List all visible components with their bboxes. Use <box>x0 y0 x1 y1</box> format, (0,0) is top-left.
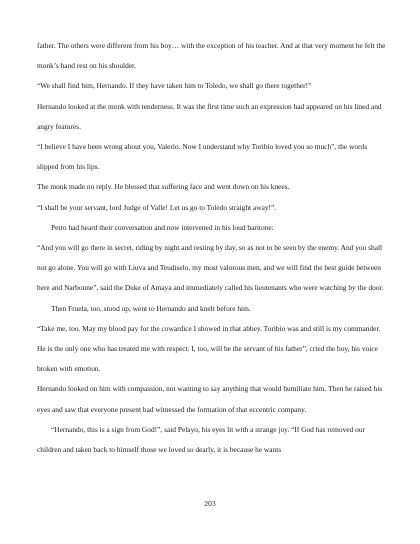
paragraph: “And you will go there in secret, riding by night and resting by day, so as not to be seen by the enemy. And you shall not go alone. You will go with Liuva and Teudiselo, my most valorous men, and we will find the best guide between here and Narbonne”, said the Duke of Amaya and immediately called his lieutenants who were watching by the door. <box>37 243 384 293</box>
page-number: 203 <box>204 499 216 508</box>
paragraph: “Take me, too. May my blood pay for the cowardice I showed in that abbey. Toribio was and still is my commander. He is the only one who has treated me with respect. I, too, will be the servant of his father”, cried the boy, his voice broken with emotion. <box>37 323 381 374</box>
paragraph: Petro had heard their conversation and now intervened in his loud baritone: <box>51 222 274 232</box>
paragraph: “Hernando, this is a sign from God!”, said Pelayo, his eyes lit with a strange joy. “If God has removed our children and taken back to himself those we loved so dearly, it is because he wants <box>37 424 365 455</box>
paragraph: Hernando looked on him with compassion, not wanting to say anything that would humiliate him. Then he raised his eyes and saw that everyone present had witnessed the formation of that eccentric company. <box>37 384 383 414</box>
body-text <box>37 36 387 460</box>
paragraph: “I believe I have been wrong about you, Valerio. Now I understand why Toribio loved you so much”, the words slipped from his lips. <box>37 142 368 172</box>
paragraph: “I shall be your servant, lord Judge of Valle! Let us go to Toledo straight away!”. <box>37 202 277 212</box>
paragraph: The monk made no reply. He blessed that suffering face and went down on his knees. <box>37 182 290 192</box>
paragraph: Then Fruela, too, stood up, went to Hernando and knelt before him. <box>51 303 251 313</box>
paragraph: Hernando looked at the monk with tenderness. It was the first time such an expression had appeared on his lined and angry features. <box>37 101 382 131</box>
paragraph: father. The others were different from his boy… with the exception of his teacher. And at that very moment he felt the monk’s hand rest on his shoulder. <box>37 41 386 71</box>
paragraph: “We shall find him, Hernando. If they have taken him to Toledo, we shall go there together!” <box>37 81 312 91</box>
